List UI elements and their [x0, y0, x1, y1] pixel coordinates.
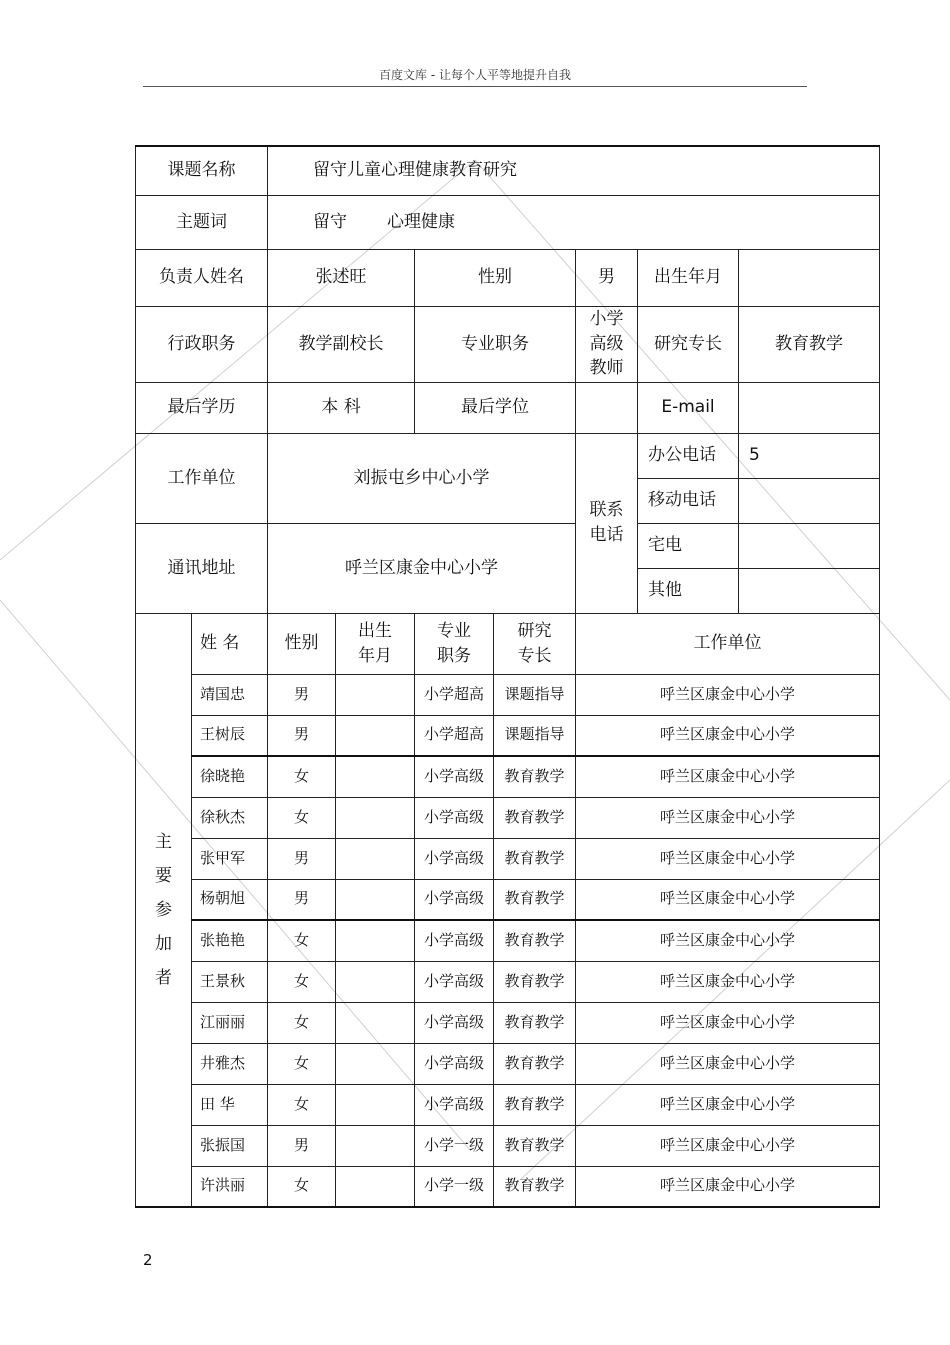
participant-title: 小学超高 — [415, 674, 494, 715]
participant-birth — [336, 961, 415, 1002]
participant-unit: 呼兰区康金中心小学 — [576, 1002, 880, 1043]
keyword-1: 留守 — [313, 211, 347, 232]
participant-name: 徐秋杰 — [192, 797, 268, 838]
participant-name: 张甲军 — [192, 838, 268, 879]
page-header: 百度文库 - 让每个人平等地提升自我 — [379, 68, 571, 82]
participant-specialty: 教育教学 — [494, 961, 576, 1002]
edu-value: 本 科 — [268, 382, 415, 433]
keyword-2: 心理健康 — [387, 211, 455, 232]
mobile-label: 移动电话 — [638, 478, 739, 523]
admin-label: 行政职务 — [136, 306, 268, 382]
participant-title: 小学高级 — [415, 1084, 494, 1125]
leader-label: 负责人姓名 — [136, 249, 268, 306]
page-number: 2 — [143, 1251, 153, 1269]
participant-unit: 呼兰区康金中心小学 — [576, 879, 880, 920]
unit-value: 刘振屯乡中心小学 — [268, 433, 576, 523]
keywords-label: 主题词 — [136, 195, 268, 249]
participant-gender: 男 — [268, 879, 336, 920]
topic-label: 课题名称 — [136, 146, 268, 195]
participant-birth — [336, 797, 415, 838]
participant-specialty: 教育教学 — [494, 879, 576, 920]
home-phone-value — [739, 523, 880, 568]
participant-gender: 女 — [268, 961, 336, 1002]
office-phone-value: 5 — [739, 433, 880, 478]
participant-unit: 呼兰区康金中心小学 — [576, 920, 880, 961]
participant-name: 井雅杰 — [192, 1043, 268, 1084]
degree-value — [576, 382, 638, 433]
participant-birth — [336, 1166, 415, 1207]
participant-gender: 男 — [268, 838, 336, 879]
participant-title: 小学高级 — [415, 1002, 494, 1043]
participant-unit: 呼兰区康金中心小学 — [576, 1084, 880, 1125]
leader-value: 张述旺 — [268, 249, 415, 306]
gender-value: 男 — [576, 249, 638, 306]
participant-gender: 男 — [268, 715, 336, 756]
research-label: 研究专长 — [638, 306, 739, 382]
participant-specialty: 教育教学 — [494, 797, 576, 838]
participant-name: 江丽丽 — [192, 1002, 268, 1043]
participant-gender: 女 — [268, 797, 336, 838]
participant-title: 小学高级 — [415, 756, 494, 797]
participant-unit: 呼兰区康金中心小学 — [576, 797, 880, 838]
participant-name: 徐晓艳 — [192, 756, 268, 797]
participant-gender: 女 — [268, 756, 336, 797]
participant-specialty: 教育教学 — [494, 1125, 576, 1166]
contact-label: 联系 电话 — [576, 433, 638, 613]
participant-unit: 呼兰区康金中心小学 — [576, 756, 880, 797]
research-value: 教育教学 — [739, 306, 880, 382]
col-header-gender: 性别 — [268, 613, 336, 674]
participant-title: 小学高级 — [415, 838, 494, 879]
participant-title: 小学一级 — [415, 1166, 494, 1207]
participant-specialty: 教育教学 — [494, 1002, 576, 1043]
application-form — [135, 145, 880, 1208]
participant-unit: 呼兰区康金中心小学 — [576, 1125, 880, 1166]
participant-title: 小学高级 — [415, 1043, 494, 1084]
col-header-name: 姓 名 — [192, 613, 268, 674]
participant-name: 王树辰 — [192, 715, 268, 756]
col-header-birth: 出生 年月 — [336, 613, 415, 674]
email-label: E-mail — [638, 382, 739, 433]
office-phone-label: 办公电话 — [638, 433, 739, 478]
participant-birth — [336, 838, 415, 879]
participant-unit: 呼兰区康金中心小学 — [576, 961, 880, 1002]
degree-label: 最后学位 — [415, 382, 576, 433]
participant-unit: 呼兰区康金中心小学 — [576, 1166, 880, 1207]
participant-birth — [336, 1043, 415, 1084]
participant-specialty: 教育教学 — [494, 1166, 576, 1207]
participant-specialty: 课题指导 — [494, 715, 576, 756]
email-value — [739, 382, 880, 433]
participant-name: 靖国忠 — [192, 674, 268, 715]
participant-unit: 呼兰区康金中心小学 — [576, 715, 880, 756]
col-header-title: 专业 职务 — [415, 613, 494, 674]
admin-value: 教学副校长 — [268, 306, 415, 382]
participant-specialty: 教育教学 — [494, 756, 576, 797]
participant-specialty: 教育教学 — [494, 920, 576, 961]
participant-gender: 女 — [268, 1043, 336, 1084]
participant-title: 小学超高 — [415, 715, 494, 756]
participant-birth — [336, 920, 415, 961]
col-header-unit: 工作单位 — [576, 613, 880, 674]
keywords-value — [268, 195, 880, 249]
participant-specialty: 教育教学 — [494, 1043, 576, 1084]
participant-name: 张艳艳 — [192, 920, 268, 961]
participant-gender: 女 — [268, 920, 336, 961]
birth-value — [739, 249, 880, 306]
participant-birth — [336, 879, 415, 920]
participant-birth — [336, 674, 415, 715]
participant-gender: 女 — [268, 1002, 336, 1043]
participant-name: 田 华 — [192, 1084, 268, 1125]
participant-birth — [336, 1125, 415, 1166]
participant-gender: 男 — [268, 674, 336, 715]
participants-side-label: 主 要 参 加 者 — [136, 613, 192, 1207]
gender-label: 性别 — [415, 249, 576, 306]
participant-birth — [336, 756, 415, 797]
participant-name: 许洪丽 — [192, 1166, 268, 1207]
participant-gender: 男 — [268, 1125, 336, 1166]
participant-gender: 女 — [268, 1166, 336, 1207]
prof-label: 专业职务 — [415, 306, 576, 382]
other-phone-label: 其他 — [638, 568, 739, 613]
participant-name: 张振国 — [192, 1125, 268, 1166]
participant-specialty: 课题指导 — [494, 674, 576, 715]
col-header-specialty: 研究 专长 — [494, 613, 576, 674]
address-value: 呼兰区康金中心小学 — [268, 523, 576, 613]
participant-title: 小学高级 — [415, 961, 494, 1002]
participant-unit: 呼兰区康金中心小学 — [576, 674, 880, 715]
participant-unit: 呼兰区康金中心小学 — [576, 1043, 880, 1084]
participant-unit: 呼兰区康金中心小学 — [576, 838, 880, 879]
participant-name: 王景秋 — [192, 961, 268, 1002]
home-phone-label: 宅电 — [638, 523, 739, 568]
participant-title: 小学高级 — [415, 879, 494, 920]
participant-birth — [336, 1002, 415, 1043]
unit-label: 工作单位 — [136, 433, 268, 523]
topic-value: 留守儿童心理健康教育研究 — [268, 146, 880, 195]
edu-label: 最后学历 — [136, 382, 268, 433]
header-rule — [143, 86, 807, 87]
participant-gender: 女 — [268, 1084, 336, 1125]
other-phone-value — [739, 568, 880, 613]
prof-value: 小学 高级 教师 — [576, 306, 638, 382]
participant-specialty: 教育教学 — [494, 1084, 576, 1125]
participant-title: 小学一级 — [415, 1125, 494, 1166]
participant-birth — [336, 1084, 415, 1125]
birth-label: 出生年月 — [638, 249, 739, 306]
address-label: 通讯地址 — [136, 523, 268, 613]
participant-birth — [336, 715, 415, 756]
participant-title: 小学高级 — [415, 797, 494, 838]
participant-title: 小学高级 — [415, 920, 494, 961]
mobile-value — [739, 478, 880, 523]
participant-specialty: 教育教学 — [494, 838, 576, 879]
participant-name: 杨朝旭 — [192, 879, 268, 920]
